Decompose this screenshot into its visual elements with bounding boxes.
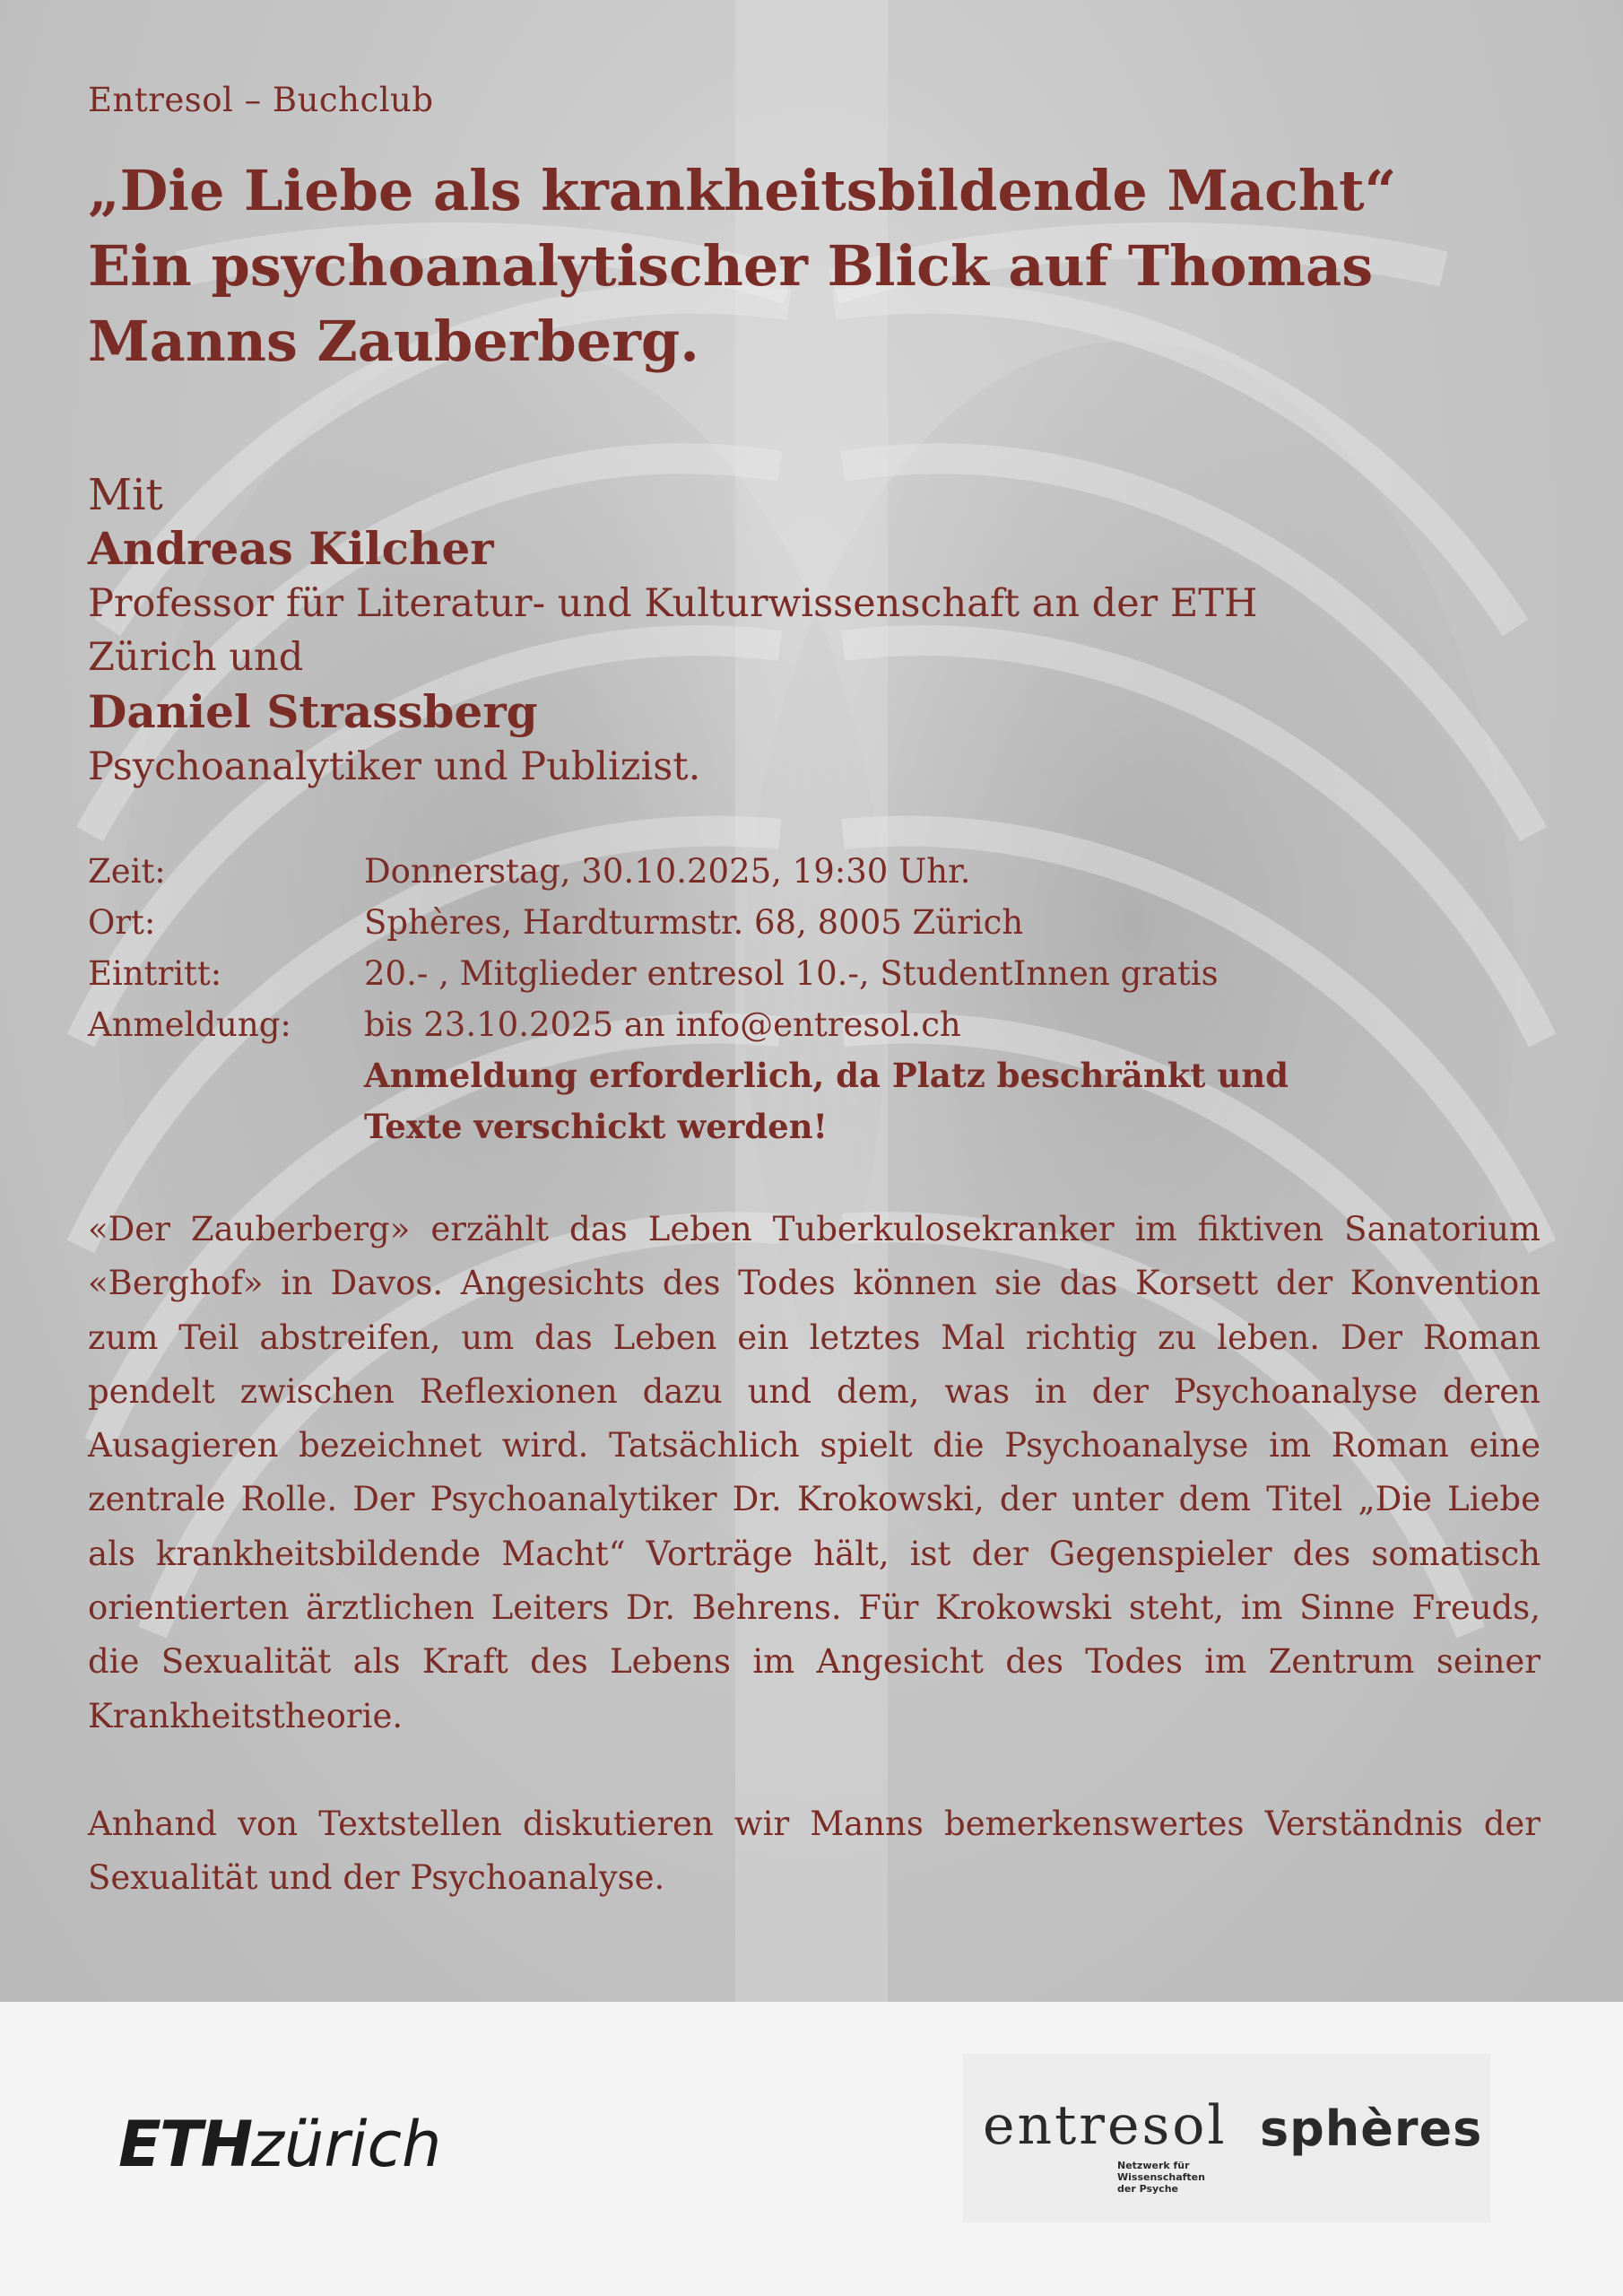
role-line: Professor für Literatur- und Kulturwissenschaft an der ETH [88, 581, 1258, 626]
event-title [88, 153, 1541, 379]
detail-label: Ort: [88, 903, 156, 942]
eth-logo-text: zürich [251, 2108, 442, 2181]
role-line: Zürich und [88, 635, 304, 680]
speaker-name-strassberg: Daniel Strassberg [88, 685, 538, 738]
description-paragraph: Anhand von Textstellen diskutieren wir Manns bemerkenswertes Verständnis der Sexualität und der Psychoanalyse. [88, 1804, 1541, 1898]
detail-value: Donnerstag, 30.10.2025, 19:30 Uhr. [364, 852, 971, 891]
speaker-name-kilcher: Andreas Kilcher [88, 522, 494, 575]
title-line: Ein psychoanalytischer Blick auf Thomas [88, 233, 1374, 299]
entresol-wordmark: entresol [983, 2094, 1228, 2157]
entresol-tagline [1117, 2160, 1205, 2195]
registration-note [364, 1050, 1541, 1152]
event-description [88, 1203, 1541, 1906]
spheres-logo: sphères [1260, 2100, 1483, 2157]
detail-value: bis 23.10.2025 an info@entresol.ch [364, 1005, 961, 1044]
event-details [88, 846, 1541, 1152]
entresol-logo [983, 2094, 1228, 2206]
detail-row-place [88, 897, 1541, 948]
detail-row-admission [88, 948, 1541, 999]
detail-label: Zeit: [88, 852, 166, 891]
speakers-intro: Mit [88, 470, 163, 520]
speaker-role-strassberg: Psychoanalytiker und Publizist. [88, 744, 701, 789]
title-line: „Die Liebe als krankheitsbildende Macht“ [88, 158, 1397, 223]
detail-row-time [88, 846, 1541, 897]
speaker-role-kilcher [88, 577, 1541, 684]
note-line: Texte verschickt werden! [364, 1107, 828, 1146]
eth-logo-mark: ETH [118, 2108, 252, 2181]
title-line: Manns Zauberberg. [88, 309, 699, 374]
detail-value: 20.- , Mitglieder entresol 10.-, StudentInnen gratis [364, 954, 1219, 993]
tagline-line: Netzwerk für [1117, 2160, 1190, 2171]
detail-value: Sphères, Hardturmstr. 68, 8005 Zürich [364, 903, 1024, 942]
tagline-line: Wissenschaften [1117, 2171, 1205, 2183]
detail-label: Anmeldung: [88, 1005, 291, 1044]
description-paragraph: «Der Zauberberg» erzählt das Leben Tuberkulosekranker im fiktiven Sanatorium «Berghof» in Davos. Angesichts des Todes können sie das Korsett der Konvention zum Teil abstreifen, um das Leben ein letztes Mal richtig zu leben. Der Roman pendelt zwischen Reflexionen dazu und dem, was in der Psychoanalyse deren Ausagieren bezeichnet wird. Tatsächlich spielt die Psychoanalyse im Roman eine zentrale Rolle. Der Psychoanalytiker Dr. Krokowski, der unter dem Titel „Die Liebe als krankheitsbildende Macht“ Vorträge hält, ist der Gegenspieler des somatisch orientierten ärztlichen Leiters Dr. Behrens. Für Krokowski steht, im Sinne Freuds, die Sexualität als Kraft des Lebens im Angesicht des Todes im Zentrum seiner Krankheitstheorie. [88, 1210, 1541, 1735]
poster-content [88, 81, 1541, 1960]
tagline-line: der Psyche [1117, 2183, 1178, 2195]
note-line: Anmeldung erforderlich, da Platz beschränkt und [364, 1056, 1289, 1095]
detail-row-registration [88, 999, 1541, 1050]
detail-label: Eintritt: [88, 954, 222, 993]
event-series: Entresol – Buchclub [88, 81, 434, 119]
eth-zurich-logo [118, 2108, 495, 2179]
